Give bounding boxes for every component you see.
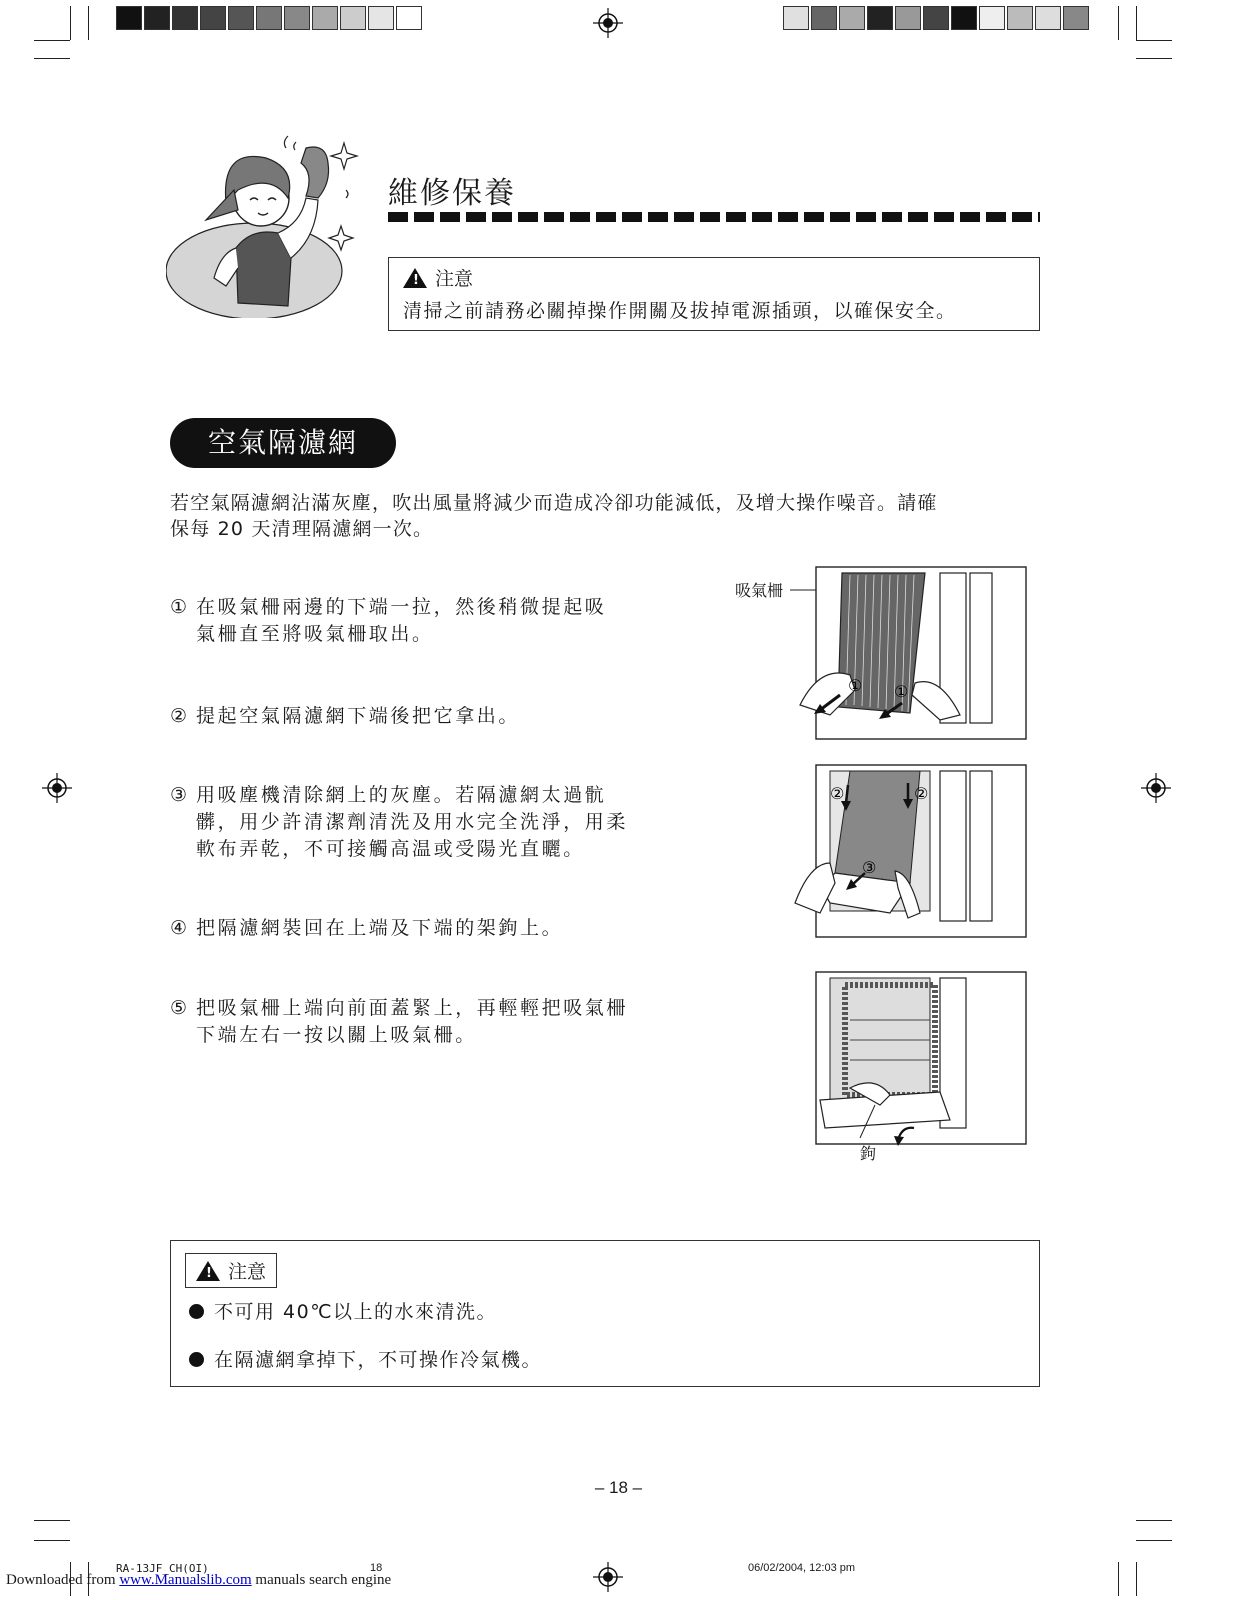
footer-date: 06/02/2004, 12:03 pm <box>748 1562 856 1574</box>
figure-remove-grille <box>790 565 1030 743</box>
color-swatch <box>951 6 977 30</box>
color-swatch <box>979 6 1005 30</box>
fig1-mark: ① <box>894 682 909 701</box>
cleaning-woman-illustration <box>166 128 376 318</box>
step-number: ③ <box>170 784 190 806</box>
caution-bullet <box>189 1297 497 1324</box>
color-swatch <box>839 6 865 30</box>
warning-icon: ! <box>403 268 427 288</box>
step-text: 下端左右一按以關上吸氣柵。 <box>196 1024 477 1046</box>
step-text: 把吸氣柵上端向前面蓋緊上，再輕輕把吸氣柵 <box>196 997 629 1019</box>
step-number: ② <box>170 705 190 727</box>
caution-label: 注意 <box>435 268 474 290</box>
color-swatch <box>340 6 366 30</box>
step-number: ① <box>170 596 190 618</box>
color-swatch <box>116 6 142 30</box>
step-text: 髒，用少許清潔劑清洗及用水完全洗淨，用柔 <box>196 811 629 833</box>
warning-icon: ! <box>196 1261 220 1281</box>
step-number: ④ <box>170 917 190 939</box>
color-swatch <box>1035 6 1061 30</box>
registration-mark-icon <box>1139 771 1173 805</box>
color-swatch <box>1063 6 1089 30</box>
step-1 <box>170 594 690 648</box>
step-text: 用吸塵機清除網上的灰塵。若隔濾網太過骯 <box>196 784 607 806</box>
caution-heading <box>403 264 473 291</box>
step-text: 在吸氣柵兩邊的下端一拉，然後稍微提起吸 <box>196 596 607 618</box>
color-swatch <box>284 6 310 30</box>
caution-label: 注意 <box>228 1261 267 1283</box>
color-swatch <box>783 6 809 30</box>
color-swatch <box>895 6 921 30</box>
bullet-icon <box>189 1352 204 1367</box>
step-text: 把隔濾網裝回在上端及下端的架鉤上。 <box>196 917 564 939</box>
intake-grille-label: 吸氣柵 <box>735 581 784 600</box>
page-number: – 18 – <box>594 1478 643 1497</box>
download-suffix: manuals search engine <box>251 1572 392 1588</box>
footer-model: RA-13JF_CH(OI) <box>116 1562 209 1575</box>
intro-line: 若空氣隔濾網沾滿灰塵，吹出風量將減少而造成冷卻功能減低，及增大操作噪音。請確 <box>170 492 938 514</box>
step-5 <box>170 995 690 1049</box>
caution-bullet <box>189 1345 542 1372</box>
step-number: ⑤ <box>170 997 190 1019</box>
color-swatch <box>144 6 170 30</box>
page-title: 維修保養 <box>388 176 516 211</box>
caution-heading <box>185 1253 277 1288</box>
color-swatch <box>172 6 198 30</box>
color-swatch <box>228 6 254 30</box>
step-text: 軟布弄乾，不可接觸高温或受陽光直曬。 <box>196 838 585 860</box>
caution-bullet-text: 不可用 40℃以上的水來清洗。 <box>214 1301 498 1323</box>
fig2-mark: ③ <box>862 858 877 877</box>
figure-remove-filter <box>790 763 1030 941</box>
color-swatch <box>923 6 949 30</box>
color-swatch <box>811 6 837 30</box>
step-4 <box>170 915 690 942</box>
registration-mark-icon <box>591 1560 625 1594</box>
color-swatch <box>200 6 226 30</box>
intro-line: 保每 20 天清理隔濾網一次。 <box>170 518 434 540</box>
manualslib-link[interactable]: www.Manualslib.com <box>119 1572 252 1588</box>
caution-box-bottom <box>170 1240 1040 1387</box>
color-swatch <box>368 6 394 30</box>
step-text: 氣柵直至將吸氣柵取出。 <box>196 623 434 645</box>
step-3 <box>170 782 690 863</box>
registration-mark-icon <box>40 771 74 805</box>
intro-paragraph <box>170 490 1060 542</box>
fig2-mark: ② <box>914 784 929 803</box>
step-text: 提起空氣隔濾網下端後把它拿出。 <box>196 705 521 727</box>
figure-close-grille <box>790 970 1030 1148</box>
color-swatch <box>396 6 422 30</box>
caution-bullet-text: 在隔濾網拿掉下，不可操作冷氣機。 <box>214 1349 543 1371</box>
fig1-mark: ① <box>848 676 863 695</box>
bullet-icon <box>189 1304 204 1319</box>
color-swatch <box>256 6 282 30</box>
hook-label: 鉤 <box>860 1144 877 1163</box>
fig2-mark: ② <box>830 784 845 803</box>
caution-box-top <box>388 257 1040 331</box>
title-underline <box>388 212 1040 222</box>
registration-mark-icon <box>591 6 625 40</box>
caution-text: 清掃之前請務必關掉操作開關及拔掉電源插頭，以確保安全。 <box>403 300 957 322</box>
download-credit <box>6 1572 391 1589</box>
color-swatch <box>312 6 338 30</box>
color-swatch <box>867 6 893 30</box>
footer-page: 18 <box>370 1562 383 1574</box>
download-prefix: Downloaded from <box>6 1572 120 1588</box>
section-heading: 空氣隔濾網 <box>170 418 396 468</box>
color-swatch <box>1007 6 1033 30</box>
step-2 <box>170 703 690 730</box>
